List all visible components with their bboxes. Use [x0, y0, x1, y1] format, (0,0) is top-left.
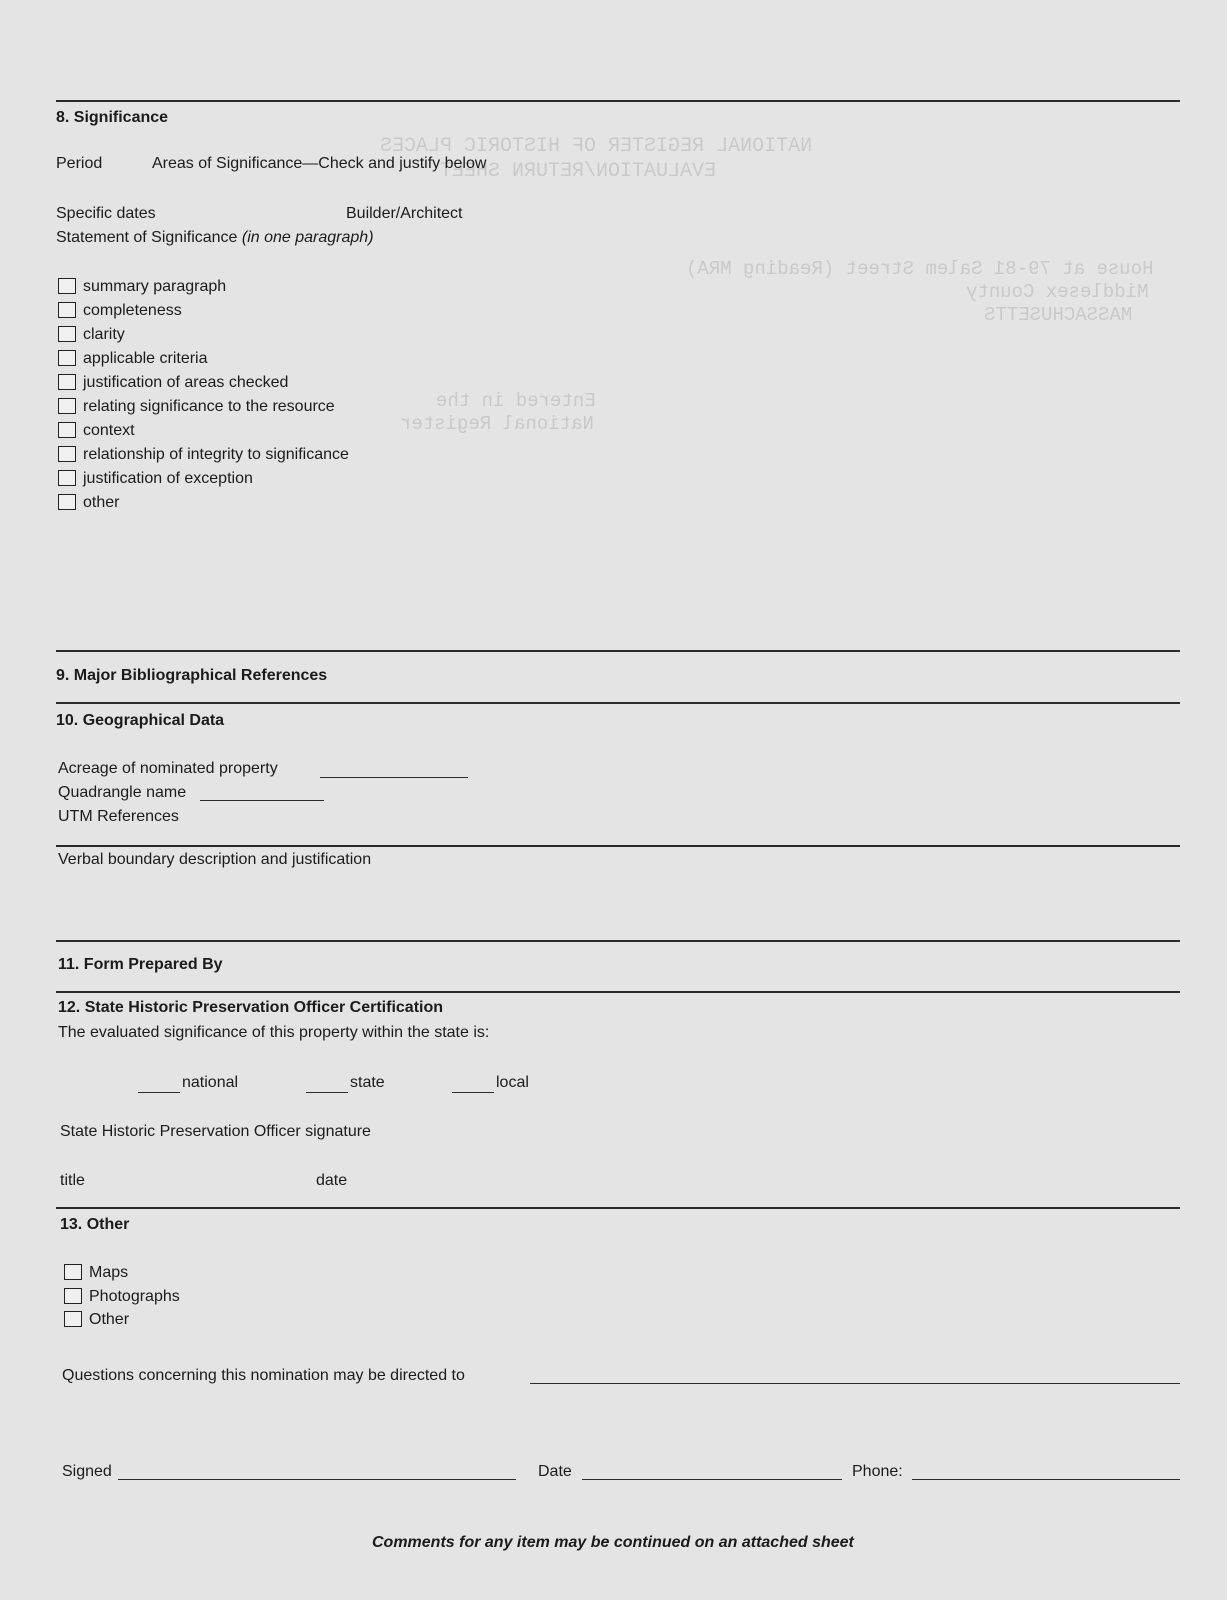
statement-label-text: Statement of Significance — [56, 229, 242, 246]
local-blank[interactable] — [452, 1092, 494, 1093]
checkbox[interactable] — [58, 494, 76, 510]
rule-section-9 — [56, 650, 1180, 652]
checklist-label: other — [83, 494, 120, 511]
title-label: title — [60, 1172, 85, 1189]
acreage-field[interactable] — [320, 777, 468, 778]
checklist-item-maps[interactable] — [64, 1264, 128, 1282]
checklist-label: justification of exception — [83, 470, 253, 487]
phone-field[interactable] — [912, 1479, 1180, 1480]
checkbox[interactable] — [64, 1264, 82, 1280]
footer-note: Comments for any item may be continued on an attached sheet — [372, 1534, 854, 1551]
verbal-boundary-label: Verbal boundary description and justification — [58, 851, 372, 868]
national-blank[interactable] — [138, 1092, 180, 1093]
checklist-label: Other — [89, 1311, 130, 1328]
checklist-label: justification of areas checked — [83, 374, 289, 391]
rule-section-10 — [56, 702, 1180, 704]
bleed-line-4: Entered in the — [436, 390, 596, 412]
quadrangle-field[interactable] — [200, 800, 324, 801]
checkbox[interactable] — [64, 1288, 82, 1304]
local-label: local — [496, 1074, 529, 1091]
areas-of-significance-label: Areas of Significance—Check and justify below — [152, 155, 487, 172]
checkbox[interactable] — [58, 278, 76, 294]
checkbox[interactable] — [58, 470, 76, 486]
checklist-item-justification-areas[interactable] — [58, 374, 288, 392]
period-label: Period — [56, 155, 103, 172]
bleed-line-2: Middlesex County — [966, 281, 1149, 303]
checklist-label: completeness — [83, 302, 182, 319]
state-label: state — [350, 1074, 385, 1091]
section-9-heading: 9. Major Bibliographical References — [56, 667, 328, 684]
acreage-label: Acreage of nominated property — [58, 760, 278, 777]
statement-note: (in one paragraph) — [241, 229, 374, 246]
questions-field[interactable] — [530, 1383, 1180, 1384]
rule-top — [56, 100, 1180, 102]
statement-of-significance-label — [56, 229, 374, 247]
bleed-title-1: NATIONAL REGISTER OF HISTORIC PLACES — [380, 135, 813, 158]
checklist-label: relating significance to the resource — [83, 398, 335, 415]
section-10-heading: 10. Geographical Data — [56, 712, 225, 729]
checklist-item-applicable-criteria[interactable] — [58, 350, 208, 368]
checklist-item-clarity[interactable] — [58, 326, 125, 344]
section-12-heading: 12. State Historic Preservation Officer Certification — [58, 999, 444, 1016]
signed-field[interactable] — [118, 1479, 516, 1480]
signoff-date-label: Date — [538, 1463, 572, 1480]
checkbox[interactable] — [58, 446, 76, 462]
specific-dates-label: Specific dates — [56, 205, 156, 222]
bleed-line-3: MASSACHUSETTS — [984, 304, 1133, 326]
section-8-heading: 8. Significance — [56, 109, 169, 126]
bleed-line-5: National Register — [400, 413, 594, 435]
checklist-label: relationship of integrity to significance — [83, 446, 349, 463]
builder-architect-label: Builder/Architect — [346, 205, 463, 222]
rule-section-13 — [56, 1207, 1180, 1209]
checklist-label: summary paragraph — [83, 278, 227, 295]
shpo-signature-label: State Historic Preservation Officer signature — [60, 1123, 371, 1140]
checklist-label: context — [83, 422, 135, 439]
rule-verbal-boundary — [56, 845, 1180, 847]
signed-label: Signed — [62, 1463, 112, 1480]
checklist-item-integrity[interactable] — [58, 446, 349, 464]
utm-references-label: UTM References — [58, 808, 179, 825]
bleed-title-2: EVALUATION/RETURN SHEET — [440, 160, 717, 183]
checklist-item-summary-paragraph[interactable] — [58, 278, 226, 296]
rule-section-11 — [56, 940, 1180, 942]
checklist-label: Photographs — [89, 1288, 180, 1305]
checklist-item-context[interactable] — [58, 422, 135, 440]
checklist-item-photographs[interactable] — [64, 1288, 180, 1306]
rule-section-12 — [56, 991, 1180, 993]
section-13-heading: 13. Other — [60, 1216, 130, 1233]
checklist-item-other[interactable] — [58, 494, 119, 512]
checkbox[interactable] — [58, 302, 76, 318]
checklist-item-completeness[interactable] — [58, 302, 182, 320]
checkbox[interactable] — [58, 398, 76, 414]
state-blank[interactable] — [306, 1092, 348, 1093]
checkbox[interactable] — [58, 326, 76, 342]
quadrangle-label: Quadrangle name — [58, 784, 187, 801]
checkbox[interactable] — [58, 422, 76, 438]
bleed-line-1: House at 79-81 Salem Street (Reading MRA) — [686, 258, 1154, 280]
national-label: national — [182, 1074, 239, 1091]
checkbox[interactable] — [58, 374, 76, 390]
checklist-label: clarity — [83, 326, 125, 343]
section-11-heading: 11. Form Prepared By — [58, 956, 223, 973]
questions-label: Questions concerning this nomination may be directed to — [62, 1367, 465, 1384]
date-label: date — [316, 1172, 348, 1189]
checklist-item-exception[interactable] — [58, 470, 253, 488]
checkbox[interactable] — [64, 1311, 82, 1327]
phone-label: Phone: — [852, 1463, 903, 1480]
checklist-item-other-13[interactable] — [64, 1311, 129, 1329]
checkbox[interactable] — [58, 350, 76, 366]
evaluated-significance-label: The evaluated significance of this property within the state is: — [58, 1024, 490, 1041]
checklist-label: applicable criteria — [83, 350, 208, 367]
signoff-date-field[interactable] — [582, 1479, 842, 1480]
checklist-item-relating-significance[interactable] — [58, 398, 335, 416]
checklist-label: Maps — [89, 1264, 129, 1281]
